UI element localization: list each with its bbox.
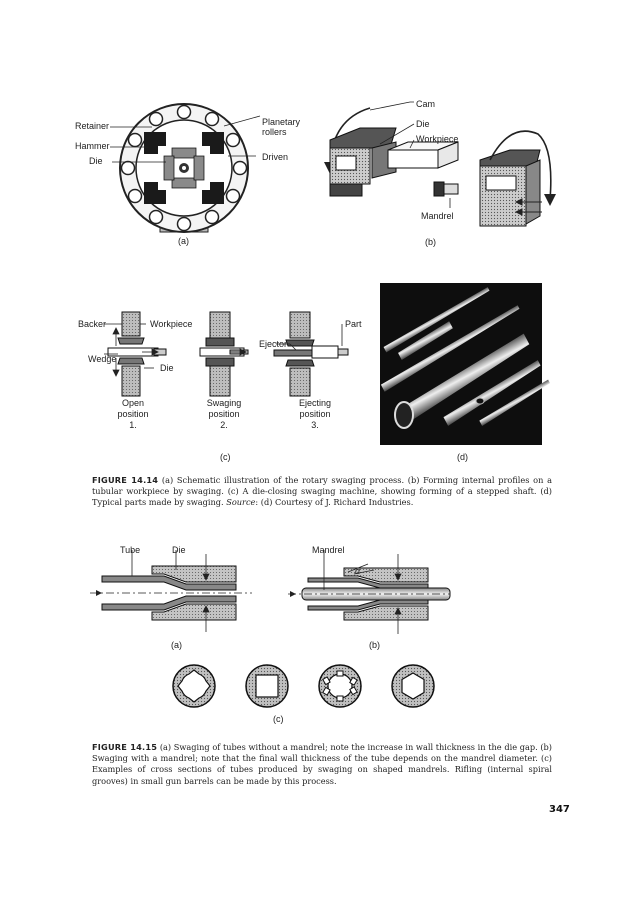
label-workpiece-c: Workpiece [150,319,193,329]
panel-tag-15a: (a) [171,640,182,650]
stage-2-caption [199,398,249,431]
figure-14-14-source-text: : (d) Courtesy of J. Richard Industries. [255,497,414,508]
label-mandrel-15b: Mandrel [312,545,345,555]
label-ejector: Ejector [259,339,288,349]
label-die-c: Die [160,363,174,373]
label-part: Part [345,319,362,329]
tube-cross-sections [170,661,470,711]
label-wedge: Wedge [88,354,117,364]
panel-tag-a: (a) [178,236,189,246]
stage-1-num: 1. [129,420,137,430]
stage-3-line2: position [299,409,331,419]
panel-tag-15c: (c) [273,714,284,724]
label-die-a: Die [89,156,103,166]
figure-14-15-label: FIGURE 14.15 [92,742,158,752]
stage-1-line2: position [117,409,149,419]
die-closing-diagram [80,310,380,400]
cross-section-hexagon [392,665,434,707]
label-driven: Driven [262,152,289,162]
stage-1-line1: Open [121,398,145,408]
stage-2-num: 2. [220,420,228,430]
label-mandrel-b: Mandrel [421,211,454,221]
label-alpha: α [355,566,361,576]
figure-14-14-caption [92,475,552,509]
label-workpiece-b: Workpiece [416,134,459,144]
stage-3-num: 3. [311,420,319,430]
figure-14-15-text: (a) Swaging of tubes without a mandrel; note the increase in wall thickness in the die gap. (b) Swaging with a mandrel; note that the final wall thickness of the tube depends on the mandrel diameter. (c) Examples of cross sections of tubes produced by swaging on shaped mandrels. Rifling (internal spiral grooves) in small gun barrels can be made by this process. [92,742,552,786]
cross-section-square [246,665,288,707]
label-hammer: Hammer [75,141,110,151]
panel-tag-b: (b) [425,237,436,247]
panel-tag-d: (d) [457,452,468,462]
tube-swaging-with-mandrel [284,550,454,636]
panel-tag-c: (c) [220,452,231,462]
stage-2-line2: position [208,409,240,419]
label-retainer: Retainer [75,121,110,131]
label-planetary: Planetary [262,117,301,127]
tube-swaging-no-mandrel [86,550,256,636]
label-cam: Cam [416,99,436,109]
label-die-b: Die [416,119,430,129]
rotary-swaging-diagram [108,96,268,246]
stage-3-line1: Ejecting [298,398,332,408]
figure-14-14-source-label: Source [226,497,256,508]
page-number: 347 [549,804,570,815]
swaged-parts-photo [380,283,542,445]
cross-section-spline [173,665,215,707]
cross-section-gear [319,665,361,707]
label-die-15a: Die [172,545,186,555]
stage-1-caption [108,398,158,431]
label-tube: Tube [120,545,141,555]
label-rollers: rollers [262,127,287,137]
panel-tag-15b: (b) [369,640,380,650]
stage-3-caption [290,398,340,431]
figure-14-15-caption [92,742,552,787]
figure-14-14-label: FIGURE 14.14 [92,475,159,485]
internal-profile-swaging-diagram [310,100,555,245]
figure-14-14-text: (a) Schematic illustration of the rotary swaging process. (b) Forming internal profiles on a tubular workpiece by swaging. (c) A die-closing swaging machine, showing forming of a stepped shaft. (d) Typical parts made by swaging. [92,475,552,508]
label-backer: Backer [78,319,107,329]
stage-2-line1: Swaging [206,398,242,408]
